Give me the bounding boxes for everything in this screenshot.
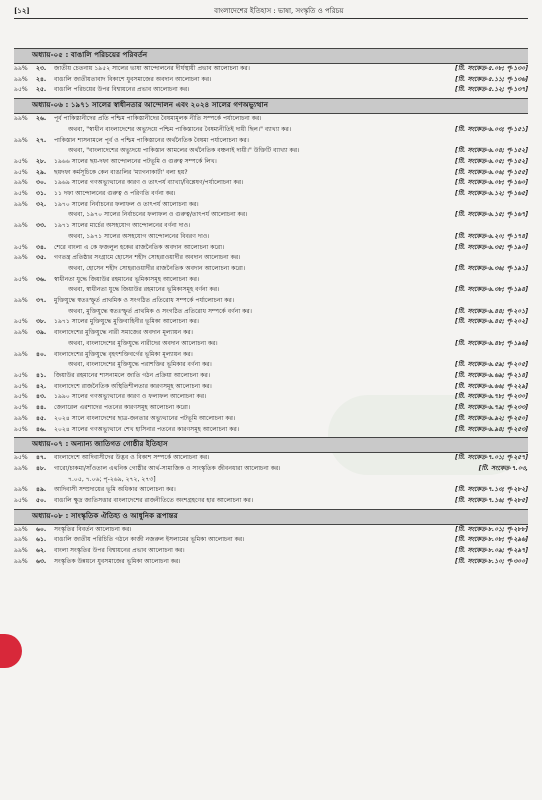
source-reference: [টি. সংকেত-৬.৪৮; পৃ-১৯৬] (455, 339, 528, 347)
question-text: বাংলাদেশের মুক্তিযুদ্ধে নারী সমাজের অবদান মূল্যায়ন কর। (54, 329, 193, 337)
source-reference: [টি. সংকেত-৬.২০; পৃ-১৭৪] (455, 232, 528, 240)
question-row (14, 546, 528, 557)
importance-percent: ৯৯% (14, 222, 28, 230)
source-reference: [টি. সংকেত-৬.৬৬; পৃ-২২৯] (455, 382, 528, 390)
question-number: ২৯. (36, 168, 47, 176)
source-reference: [টি. সংকেত-৬.১২; পৃ-১৬৫] (455, 190, 528, 198)
question-number: ৪৩. (36, 393, 47, 401)
source-reference: [টি. সংকেত-৫.০৮; পৃ-১৩০] (455, 65, 528, 72)
question-text: অথবা, ১৯৭০ সালের নির্বাচনের ফলাফল ও গুরুত্ব/তাৎপর্য আলোচনা কর। (68, 211, 248, 219)
question-row (14, 425, 528, 436)
question-number: ৪০. (36, 350, 47, 358)
source-reference: [টি. সংকেত-৬.১৫; পৃ-১৬৭] (455, 211, 528, 219)
section-heading: অধ্যায়-০৫ : বাঙালি পরিচয়ের পরিবর্তন (14, 48, 528, 64)
importance-percent: ৯৯% (14, 525, 28, 533)
question-alternative (14, 285, 528, 296)
question-text: জাতীয় চেতনায় ১৯৫২ সালের ভাষা আন্দোলনের দীর্ঘস্থায়ী প্রভাব আলোচনা কর। (54, 65, 250, 72)
question-row (14, 178, 528, 189)
question-text: অথবা, হোসেন শহীদ সোহরাওয়ার্দীর রাজনৈতিক অবদান আলোচনা করো। (68, 264, 246, 272)
importance-percent: ৯৫% (14, 454, 28, 462)
question-text: অথবা, বাংলাদেশের মুক্তিযুদ্ধে নারীদের অবদান আলোচনা কর। (68, 339, 218, 347)
importance-percent: ৯৫% (14, 190, 28, 198)
question-row (14, 382, 528, 393)
red-tab-mark (0, 634, 22, 668)
importance-percent: ৯৯% (14, 464, 28, 472)
question-row (14, 189, 528, 200)
question-row (14, 557, 528, 568)
question-alternative (14, 339, 528, 350)
question-text: জেনারেল এরশাদের পতনের কারণসমূহ আলোচনা করো। (54, 404, 191, 412)
importance-percent: ৯৫% (14, 425, 28, 433)
source-reference: [টি. সংকেত-৮.০১; পৃ-২৮৮] (455, 525, 528, 533)
importance-percent: ৯৫% (14, 393, 28, 401)
source-reference: [টি. সংকেত-৭.০১; পৃ-২৫৭] (455, 454, 528, 462)
question-row (14, 350, 528, 361)
question-number: ২৭. (36, 136, 47, 144)
source-reference: [টি. সংকেত-৫.১১; পৃ-১৩৬] (455, 75, 528, 83)
importance-percent: ৯৯% (14, 414, 28, 422)
section-heading: অধ্যায়-০৬ : ১৯৭১ সালের স্বাধীনতার আন্দোলন এবং ২০২৪ সালের গণঅভ্যুত্থান (14, 98, 528, 114)
question-text: জিয়াউর রহমানের শাসনামলে জাতি গঠন প্রক্রিয়া আলোচনা কর। (54, 371, 211, 379)
question-number: ৫০. (36, 497, 47, 505)
header-rule (14, 18, 528, 19)
question-number: ৩৪. (36, 243, 47, 251)
source-reference: [টি. সংকেত-৬.০৩; পৃ-১৫১] (455, 125, 528, 133)
question-alternative (14, 264, 528, 275)
source-reference: [টি. সংকেত-৮.০৯; পৃ-২৯৭] (455, 547, 528, 555)
question-text: মুক্তিযুদ্ধে স্বতঃস্ফূর্ত প্রাথমিক ও সংগঠিত প্রতিরোধ সম্পর্কে পর্যালোচনা কর। (54, 297, 235, 305)
question-number: ২৮. (36, 157, 47, 165)
question-number: ৩৭. (36, 297, 47, 305)
importance-percent: ৯৯% (14, 254, 28, 262)
question-row (14, 243, 528, 254)
source-reference: [টি. সংকেত-৬.৭৯; পৃ-২৩৩] (455, 404, 528, 412)
question-alternative (14, 307, 528, 318)
question-row (14, 157, 528, 168)
question-row (14, 535, 528, 546)
question-row (14, 317, 528, 328)
question-text: ১৯৯০ সালের গণঅভ্যুত্থানের কারণ ও ফলাফল আলোচনা কর। (54, 393, 207, 401)
source-reference: [টি. সংকেত-৮.০৮; পৃ-২৯৬] (455, 536, 528, 544)
importance-percent: ৯৫% (14, 243, 28, 251)
question-row (14, 253, 528, 264)
source-reference: [টি. সংকেত-৭.০৩, (478, 464, 528, 472)
question-text: গণতন্ত্র প্রতিষ্ঠার সংগ্রামে হোসেন শহীদ সোহরাওয়ার্দীর অবদান আলোচনা কর। (54, 254, 241, 262)
question-text: অথবা, ১৯৭১ সালের অসহযোগ আন্দোলনের বিবরণ দাও। (68, 232, 210, 240)
question-row (14, 328, 528, 339)
question-number: ৩৬. (36, 275, 47, 283)
source-reference: [টি. সংকেত-৬.৯২; পৃ-২৫০] (455, 414, 528, 422)
question-text: ৭.০৫, ৭.০৬; পৃ-২৬৯, ২৭২, ২৭৩] (68, 475, 156, 483)
importance-percent: ৯৯% (14, 486, 28, 494)
question-row (14, 136, 528, 147)
source-reference: [টি. সংকেত-৬.৭৮; পৃ-২৩০] (455, 393, 528, 401)
source-reference: [টি. সংকেত-৬.৩৫; পৃ-১৯০] (455, 243, 528, 251)
question-row (14, 403, 528, 414)
question-text: সংস্কৃতিক উন্নয়নে যুবসমাজের ভূমিকা আলোচনা কর। (54, 557, 181, 565)
source-reference: [টি. সংকেত-৬.০৫; পৃ-১৫২] (455, 157, 528, 165)
question-alternative (14, 232, 528, 243)
question-number: ২৬. (36, 115, 47, 123)
question-alternative (14, 360, 528, 371)
question-row (14, 525, 528, 536)
question-number: ৪৬. (36, 425, 47, 433)
question-text: অথবা, বাংলাদেশের মুক্তিযুদ্ধে পরাশক্তির ভূমিকার বর্ণনা কর। (68, 361, 212, 369)
question-number: ৩৮. (36, 318, 47, 326)
question-text: গারো/চাকমা/সাঁওতাল এথনিক গোষ্ঠীর আর্থ-সামাজিক ও সাংস্কৃতিক জীবনধারা আলোচনা কর। (54, 464, 281, 472)
importance-percent: ৯৫% (14, 86, 28, 94)
question-row (14, 392, 528, 403)
importance-percent: ৯৫% (14, 168, 28, 176)
source-reference: [টি. সংকেত-৬.৬৯; পৃ-২১৪] (455, 371, 528, 379)
question-number: ৪১. (36, 371, 47, 379)
question-number: ২৩. (36, 65, 47, 72)
source-reference: [টি. সংকেত-৬.০৬; পৃ-১৫৫] (455, 168, 528, 176)
question-text: ১৯৭১ সালের মুক্তিযুদ্ধে মুক্তিবাহিনীর ভূমিকা আলোচনা কর। (54, 318, 199, 326)
page-number: [১২] (14, 6, 30, 15)
question-number: ৪২. (36, 382, 47, 390)
question-number: ৩৩. (36, 222, 47, 230)
importance-percent: ৯৯% (14, 200, 28, 208)
question-text: শেরে বাংলা এ কে ফজলুল হকের রাজনৈতিক অবদান আলোচনা করো। (54, 243, 225, 251)
source-reference: [টি. সংকেত-৬.৯৪; পৃ-২৫৩] (455, 425, 528, 433)
question-number: ২৪. (36, 75, 47, 83)
question-row (14, 453, 528, 464)
question-row (14, 371, 528, 382)
importance-percent: ৯৫% (14, 404, 28, 412)
question-number: ৪৭. (36, 454, 47, 462)
importance-percent: ৯৯% (14, 179, 28, 187)
question-text: অথবা, "স্বাধীন বাংলাদেশের অভ্যুদয়ে পশ্চিম পাকিস্তানের বৈষম্যনীতিই দায়ী ছিল।" ব্যাখ্যা কর। (68, 125, 292, 133)
question-row (14, 64, 528, 75)
question-number: ৩১. (36, 190, 47, 198)
question-text: ১৯৭০ সালের নির্বাচনের ফলাফল ও তাৎপর্য আলোচনা কর। (54, 200, 199, 208)
question-text: ছয়দফা কর্মসূচিকে কেন বাঙালির 'ম্যাগনাকার্টা' বলা হয়? (54, 168, 188, 176)
question-text: সংস্কৃতির বিবর্তন আলোচনা কর। (54, 525, 132, 533)
question-row (14, 168, 528, 179)
question-alternative (14, 146, 528, 157)
question-text: স্বাধীনতা যুদ্ধে জিয়াউর রহমানের ভূমিকাসমূহ আলোচনা কর। (54, 275, 200, 283)
question-text: পূর্ব পাকিস্তানীদের প্রতি পশ্চিম পাকিস্তানীদের বৈষম্যমূলক নীতি সম্পর্কে পর্যালোচনা কর। (54, 115, 262, 123)
question-row (14, 296, 528, 307)
source-reference: [টি. সংকেত-৬.০৮; পৃ-১৬০] (455, 179, 528, 187)
question-number: ৪৮. (36, 464, 47, 472)
question-number: ৬২. (36, 547, 47, 555)
question-row (14, 496, 528, 507)
question-number: ৬৩. (36, 557, 47, 565)
running-title: বাংলাদেশের ইতিহাস : ভাষা, সংস্কৃতি ও পরিচয় (214, 7, 344, 15)
question-text: বাংলাদেশের মুক্তিযুদ্ধে বৃহৎশক্তিবর্গের ভূমিকা মূল্যায়ন কর। (54, 350, 193, 358)
question-text: ২০২৪ সালের গণঅভ্যুত্থানে শেখ হাসিনার পতনের কারণসমূহ আলোচনা কর। (54, 425, 240, 433)
importance-percent: ৯৫% (14, 157, 28, 165)
question-text: ১৯৭১ সালের মার্চের অসহযোগ আন্দোলনের বর্ণনা দাও। (54, 222, 191, 230)
source-reference: [টি. সংকেত-৬.৩৮; পৃ-১৯৪] (455, 286, 528, 294)
question-text: ১৯৬৯ সালের গণঅভ্যুত্থানের কারণ ও তাৎপর্য ব্যাখ্যা/বিশ্লেষণ/পর্যালোচনা কর। (54, 179, 244, 187)
question-row (14, 75, 528, 86)
question-text: বাঙালি ক্ষুদ্র জাতিসত্তার বাংলাদেশের রাজনীতিতে অংশগ্রহণের হার আলোচনা কর। (54, 497, 254, 505)
question-row (14, 221, 528, 232)
question-row (14, 85, 528, 96)
page-header (14, 4, 528, 18)
source-reference: [টি. সংকেত-৬.৫৯; পৃ-২০৫] (455, 361, 528, 369)
question-text: বাঙালি জাতীয় পরিচিতি গঠনে কাজী নজরুল ইসলামের ভূমিকা আলোচনা কর। (54, 536, 245, 544)
importance-percent: ৯৫% (14, 275, 28, 283)
question-alternative (14, 210, 528, 221)
source-reference: [টি. সংকেত-৬.০৪; পৃ-১৫২] (455, 147, 528, 155)
question-text: বাঙালি জাতীয়তাবাদ বিকাশে যুবসমাজের অবদান আলোচনা কর। (54, 75, 212, 83)
question-row (14, 114, 528, 125)
question-number: ৪৯. (36, 486, 47, 494)
question-row (14, 485, 528, 496)
importance-percent: ৯৫% (14, 318, 28, 326)
question-text: বাঙালি পরিচয়ের উপর বিশ্বায়নের প্রভাব আলোচনা কর। (54, 86, 190, 94)
importance-percent: ৯৯% (14, 329, 28, 337)
question-text: পাকিস্তান শাসনামলে পূর্ব ও পশ্চিম পাকিস্তানের অর্থনৈতিক বৈষম্য পর্যালোচনা কর। (54, 136, 249, 144)
importance-percent: ৯৯% (14, 75, 28, 83)
question-number: ৩৯. (36, 329, 47, 337)
question-text: ১১ দফা আন্দোলনের গুরুত্ব ও পরিণতি বর্ণনা কর। (54, 190, 176, 198)
source-reference: [টি. সংকেত-৫.১২; পৃ-১৩৭] (455, 86, 528, 94)
question-list (14, 46, 528, 568)
importance-percent: ৯৯% (14, 547, 28, 555)
question-number: ৬০. (36, 525, 47, 533)
importance-percent: ৯৯% (14, 136, 28, 144)
question-number: ৩৫. (36, 254, 47, 262)
source-reference: [টি. সংকেত-৬.৪৪; পৃ-২০১] (455, 307, 528, 315)
source-reference: [টি. সংকেত-৮.১০; পৃ-৩০০] (455, 557, 528, 565)
question-number: ৩২. (36, 200, 47, 208)
question-text: বাংলাদেশে রাজনৈতিক অস্থিতিশীলতার কারণসমূহ আলোচনা কর। (54, 382, 212, 390)
section-heading: অধ্যায়-০৮ : সাংস্কৃতিক ঐতিহ্য ও আধুনিক রূপান্তর (14, 509, 528, 525)
question-number: ৬১. (36, 536, 47, 544)
source-reference: [টি. সংকেত-৭.১৩; পৃ-২৮২] (455, 486, 528, 494)
importance-percent: ৯৯% (14, 65, 28, 72)
importance-percent: ৯৯% (14, 297, 28, 305)
question-text: অথবা, স্বাধীনতা যুদ্ধে জিয়াউর রহমানের ভূমিকাসমূহ বর্ণনা কর। (68, 286, 220, 294)
question-row (14, 414, 528, 425)
source-reference: [টি. সংকেত-৭.১৬; পৃ-২৮৫] (455, 497, 528, 505)
question-number: ৪৫. (36, 414, 47, 422)
section-heading: অধ্যায়-০৭ : অন্যান্য জাতিগত গোষ্ঠীর ইতিহাস (14, 437, 528, 453)
question-alternative (14, 125, 528, 136)
importance-percent: ৯৯% (14, 115, 28, 123)
importance-percent: ৯৯% (14, 557, 28, 565)
question-number: ৩০. (36, 179, 47, 187)
question-text: ১৯৬৬ সালের ছয়-দফা আন্দোলনের পটভূমি ও গুরুত্ব সম্পর্কে লিখ। (54, 157, 217, 165)
question-text: বাংলাদেশে আদিবাসীদের উদ্ভব ও বিকাশ সম্পর্কে আলোচনা কর। (54, 454, 210, 462)
question-alternative (14, 475, 528, 486)
question-row (14, 200, 528, 211)
question-text: অথবা, "বাংলাদেশের অভ্যুদয়ে পাকিস্তান আমলের অর্থনৈতিক বঞ্চনাই দায়ী।" উক্তিটি ব্যাখ্যা কর। (68, 147, 300, 155)
question-text: আদিবাসী সম্প্রদায়ের ভূমি অধিকার আলোচনা কর। (54, 486, 176, 494)
question-number: ২৫. (36, 86, 47, 94)
importance-percent: ৯৯% (14, 350, 28, 358)
question-number: ৪৪. (36, 404, 47, 412)
importance-percent: ৯৫% (14, 382, 28, 390)
importance-percent: ৯৫% (14, 371, 28, 379)
question-text: অথবা, মুক্তিযুদ্ধে স্বতঃস্ফূর্ত প্রাথমিক ও সংগঠিত প্রতিরোধ সম্পর্কে বর্ণনা কর। (68, 307, 252, 315)
question-row (14, 464, 528, 475)
importance-percent: ৯৫% (14, 497, 28, 505)
question-text: ২০২৪ সালে বাংলাদেশের ছাত্র-জনতার অভ্যুত্থানের পটভূমি আলোচনা কর। (54, 414, 236, 422)
importance-percent: ৯৯% (14, 536, 28, 544)
source-reference: [টি. সংকেত-৬.৩৬; পৃ-১৯১] (455, 264, 528, 272)
question-text: বাংলা সংস্কৃতির উপর বিশ্বায়নের প্রভাব আলোচনা কর। (54, 547, 185, 555)
question-row (14, 275, 528, 286)
source-reference: [টি. সংকেত-৬.৪৫; পৃ-২০২] (455, 318, 528, 326)
